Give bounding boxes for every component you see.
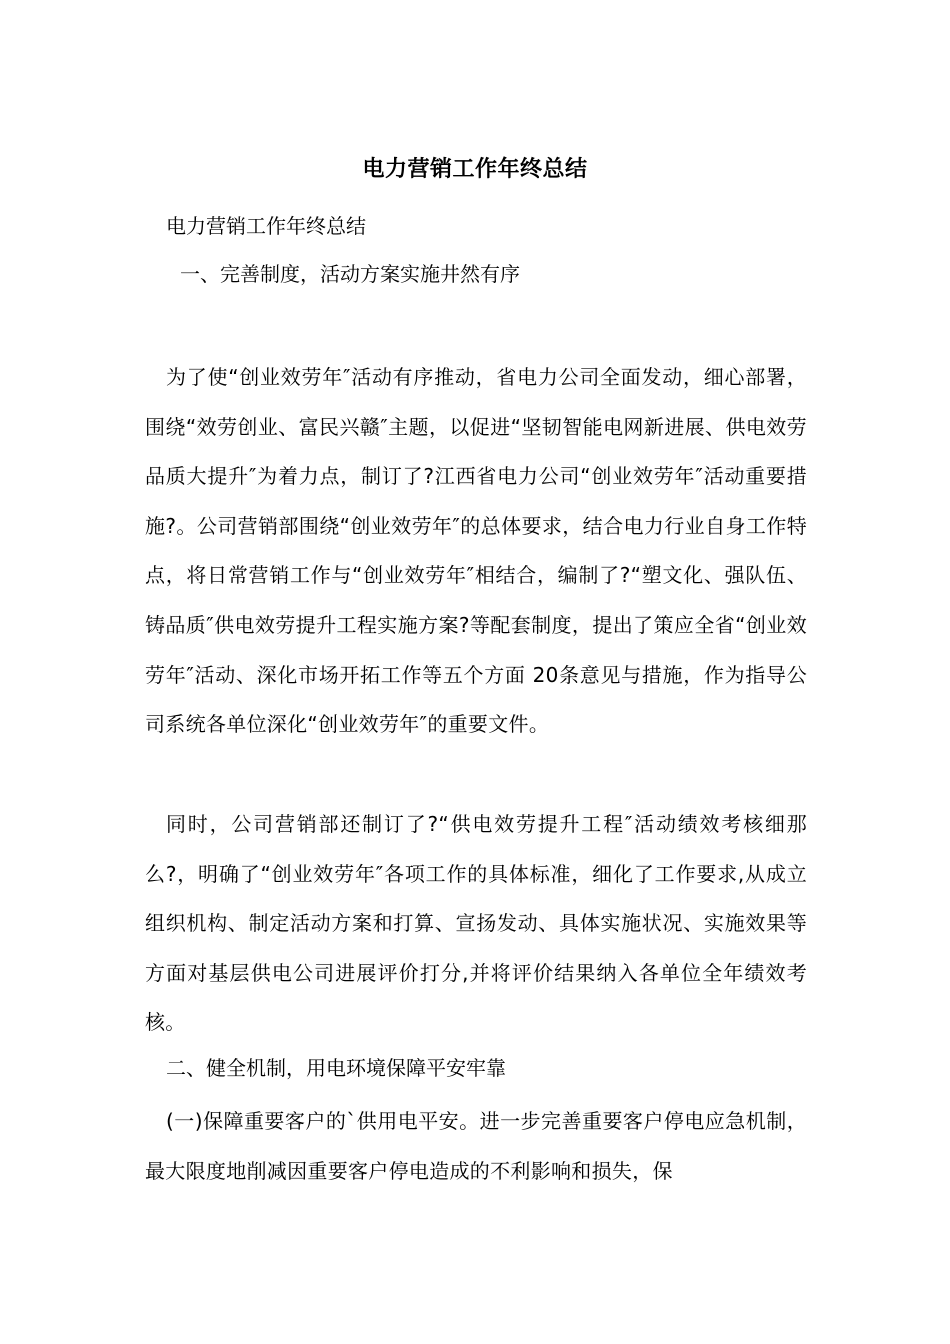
paragraph-3: (一)保障重要客户的`供用电平安。进一步完善重要客户停电应急机制，最大限度地削减因重要客户停电造成的不利影响和损失，保 [145,1109,807,1183]
paragraph-2: 同时，公司营销部还制订了?“供电效劳提升工程″活动绩效考核细那么?，明确了“创业效劳年″各项工作的具体标准，细化了工作要求,从成立组织机构、制定活动方案和打算、宣扬发动、具体实施状况、实施效果等方面对基层供电公司进展评价打分,并将评价结果纳入各单位全年绩效考核。 [145,812,807,1035]
paragraph-1: 为了使“创业效劳年″活动有序推动，省电力公司全面发动，细心部署，围绕“效劳创业、富民兴赣″主题，以促进“坚韧智能电网新进展、供电效劳品质大提升″为着力点，制订了?江西省电力公司“创业效劳年″活动重要措施?。公司营销部围绕“创业效劳年″的总体要求，结合电力行业自身工作特点，将日常营销工作与“创业效劳年″相结合，编制了?“塑文化、强队伍、铸品质″供电效劳提升工程实施方案?等配套制度，提出了策应全省“创业效劳年″活动、深化市场开拓工作等五个方面 20条意见与措施，作为指导公司系统各单位深化“创业效劳年″的重要文件。 [145,365,807,737]
section2-heading: 二、健全机制，用电环境保障平安牢靠 [166,1056,506,1080]
section1-heading: 一、完善制度，活动方案实施井然有序 [180,262,520,286]
document-subtitle: 电力营销工作年终总结 [166,214,366,238]
document-title: 电力营销工作年终总结 [362,157,588,182]
